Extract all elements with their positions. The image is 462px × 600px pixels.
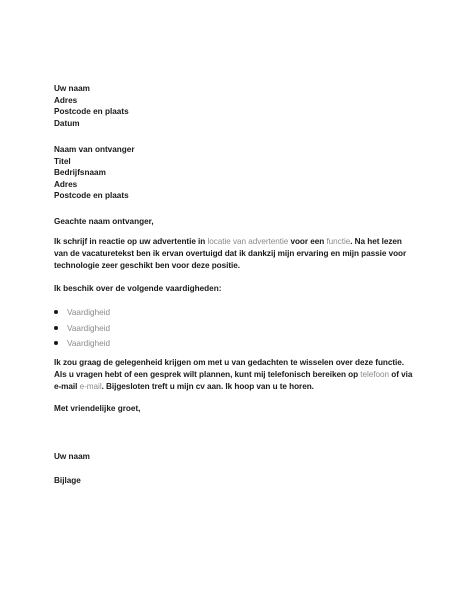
recipient-company: Bedrijfsnaam — [54, 168, 106, 178]
recipient-address: Adres — [54, 179, 78, 189]
ad-location-placeholder: locatie van advertentie — [207, 237, 289, 246]
recipient-postal-city: Postcode en plaats — [54, 191, 129, 201]
recipient-title: Titel — [54, 156, 71, 166]
intro-text-3: . Na het lezen van de vacaturetekst ben ik ervan overtuigd dat ik dankzij mijn ervaring en mijn passie voor technologie zeer geschikt ben voor deze positie. — [54, 237, 407, 270]
skills-intro — [54, 283, 414, 295]
closing-text-2: of via e-mail — [54, 369, 413, 391]
signature-name: Uw naam — [54, 452, 90, 461]
closing-paragraph — [54, 357, 414, 392]
list-item — [54, 305, 110, 321]
sender-name: Uw naam — [54, 84, 90, 93]
bullet-icon — [54, 326, 58, 330]
recipient-name: Naam van ontvanger — [54, 145, 135, 154]
list-item — [54, 336, 110, 352]
skills-intro-text: Ik beschik over de volgende vaardigheden: — [54, 284, 222, 293]
closing-greeting-text: Met vriendelijke groet, — [54, 404, 141, 413]
closing-greeting — [54, 403, 414, 415]
recipient-block — [54, 144, 414, 202]
skill-label: Vaardigheid — [67, 339, 111, 349]
sender-block — [54, 83, 414, 129]
intro-paragraph — [54, 236, 414, 271]
sender-postal-city: Postcode en plaats — [54, 107, 129, 117]
skills-list — [54, 305, 110, 352]
salutation — [54, 216, 414, 228]
bullet-icon — [54, 310, 58, 314]
email-placeholder: e-mail — [79, 381, 102, 391]
intro-text-1: Ik schrijf in reactie op uw advertentie in — [54, 237, 208, 246]
sender-address: Adres — [54, 95, 78, 105]
enclosure — [54, 475, 414, 487]
phone-placeholder: telefoon — [360, 369, 390, 379]
intro-text-2: voor een — [288, 237, 327, 246]
salutation-text: Geachte naam ontvanger, — [54, 217, 154, 226]
list-item — [54, 321, 110, 337]
job-function-placeholder: functie — [326, 237, 351, 246]
enclosure-label: Bijlage — [54, 476, 81, 485]
closing-text-1: Ik zou graag de gelegenheid krijgen om met u van gedachten te wisselen over deze functie. Als u vragen hebt of een gesprek wilt plannen, kunt mij telefonisch bereiken op — [54, 358, 404, 379]
skill-label: Vaardigheid — [67, 323, 111, 333]
signature — [54, 451, 414, 463]
bullet-icon — [54, 341, 58, 345]
skill-label: Vaardigheid — [67, 308, 111, 317]
closing-text-3: . Bijgesloten treft u mijn cv aan. Ik hoop van u te horen. — [101, 381, 314, 391]
letter-date: Datum — [54, 118, 80, 128]
